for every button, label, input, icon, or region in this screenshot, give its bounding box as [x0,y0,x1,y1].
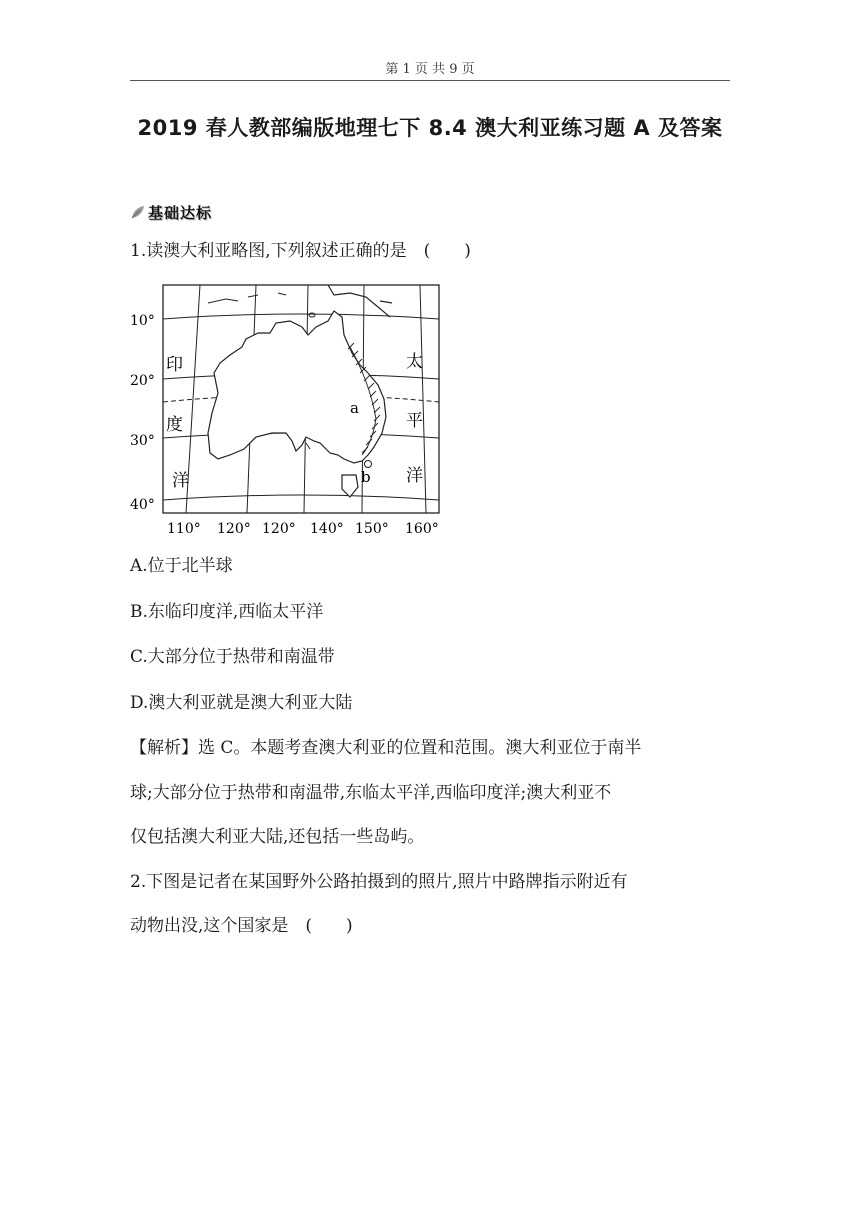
analysis-line-3: 仅包括澳大利亚大陆,还包括一些岛屿。 [130,827,425,847]
header-rule [130,80,730,81]
question-2-line-1: 2.下图是记者在某国野外公路拍摄到的照片,照片中路牌指示附近有 [130,872,628,892]
ocean-left-1: 印 [166,355,183,375]
section-badge [130,201,212,223]
option-c: C.大部分位于热带和南温带 [130,647,335,667]
ocean-right-2: 平 [406,411,423,431]
point-b-label: b [361,468,371,486]
lon-label-2: 120° [217,521,251,537]
document-title: 2019 春人教部编版地理七下 8.4 澳大利亚练习题 A 及答案 [137,116,723,140]
page-header: 第 1 页 共 9 页 [385,62,475,77]
option-a: A.位于北半球 [130,556,233,576]
question-2-line-2: 动物出没,这个国家是 ( ) [130,916,353,936]
ocean-left-2: 度 [166,415,183,435]
question-1-stem: 1.读澳大利亚略图,下列叙述正确的是 ( ) [130,241,471,261]
ocean-left-3: 洋 [172,471,189,491]
lon-label-3: 120° [262,521,296,537]
ocean-right-3: 洋 [406,466,423,486]
lon-label-4: 140° [310,521,344,537]
ocean-right-1: 太 [406,352,423,372]
analysis-line-2: 球;大部分位于热带和南温带,东临太平洋,西临印度洋;澳大利亚不 [130,783,612,803]
lat-label-40: 40° [130,497,155,513]
leaf-icon [130,204,146,220]
australia-map [130,283,450,539]
lon-label-5: 150° [355,521,389,537]
analysis-line-1: 【解析】选 C。本题考查澳大利亚的位置和范围。澳大利亚位于南半 [130,738,642,758]
option-b: B.东临印度洋,西临太平洋 [130,602,324,622]
section-label: 基础达标 [148,203,213,222]
lat-label-10: 10° [130,313,155,329]
option-d: D.澳大利亚就是澳大利亚大陆 [130,693,353,713]
point-a-label: a [350,399,359,417]
lat-label-20: 20° [130,373,155,389]
lat-label-30: 30° [130,433,155,449]
lon-label-1: 110° [167,521,201,537]
point-b-marker [365,461,372,468]
lon-label-6: 160° [405,521,439,537]
